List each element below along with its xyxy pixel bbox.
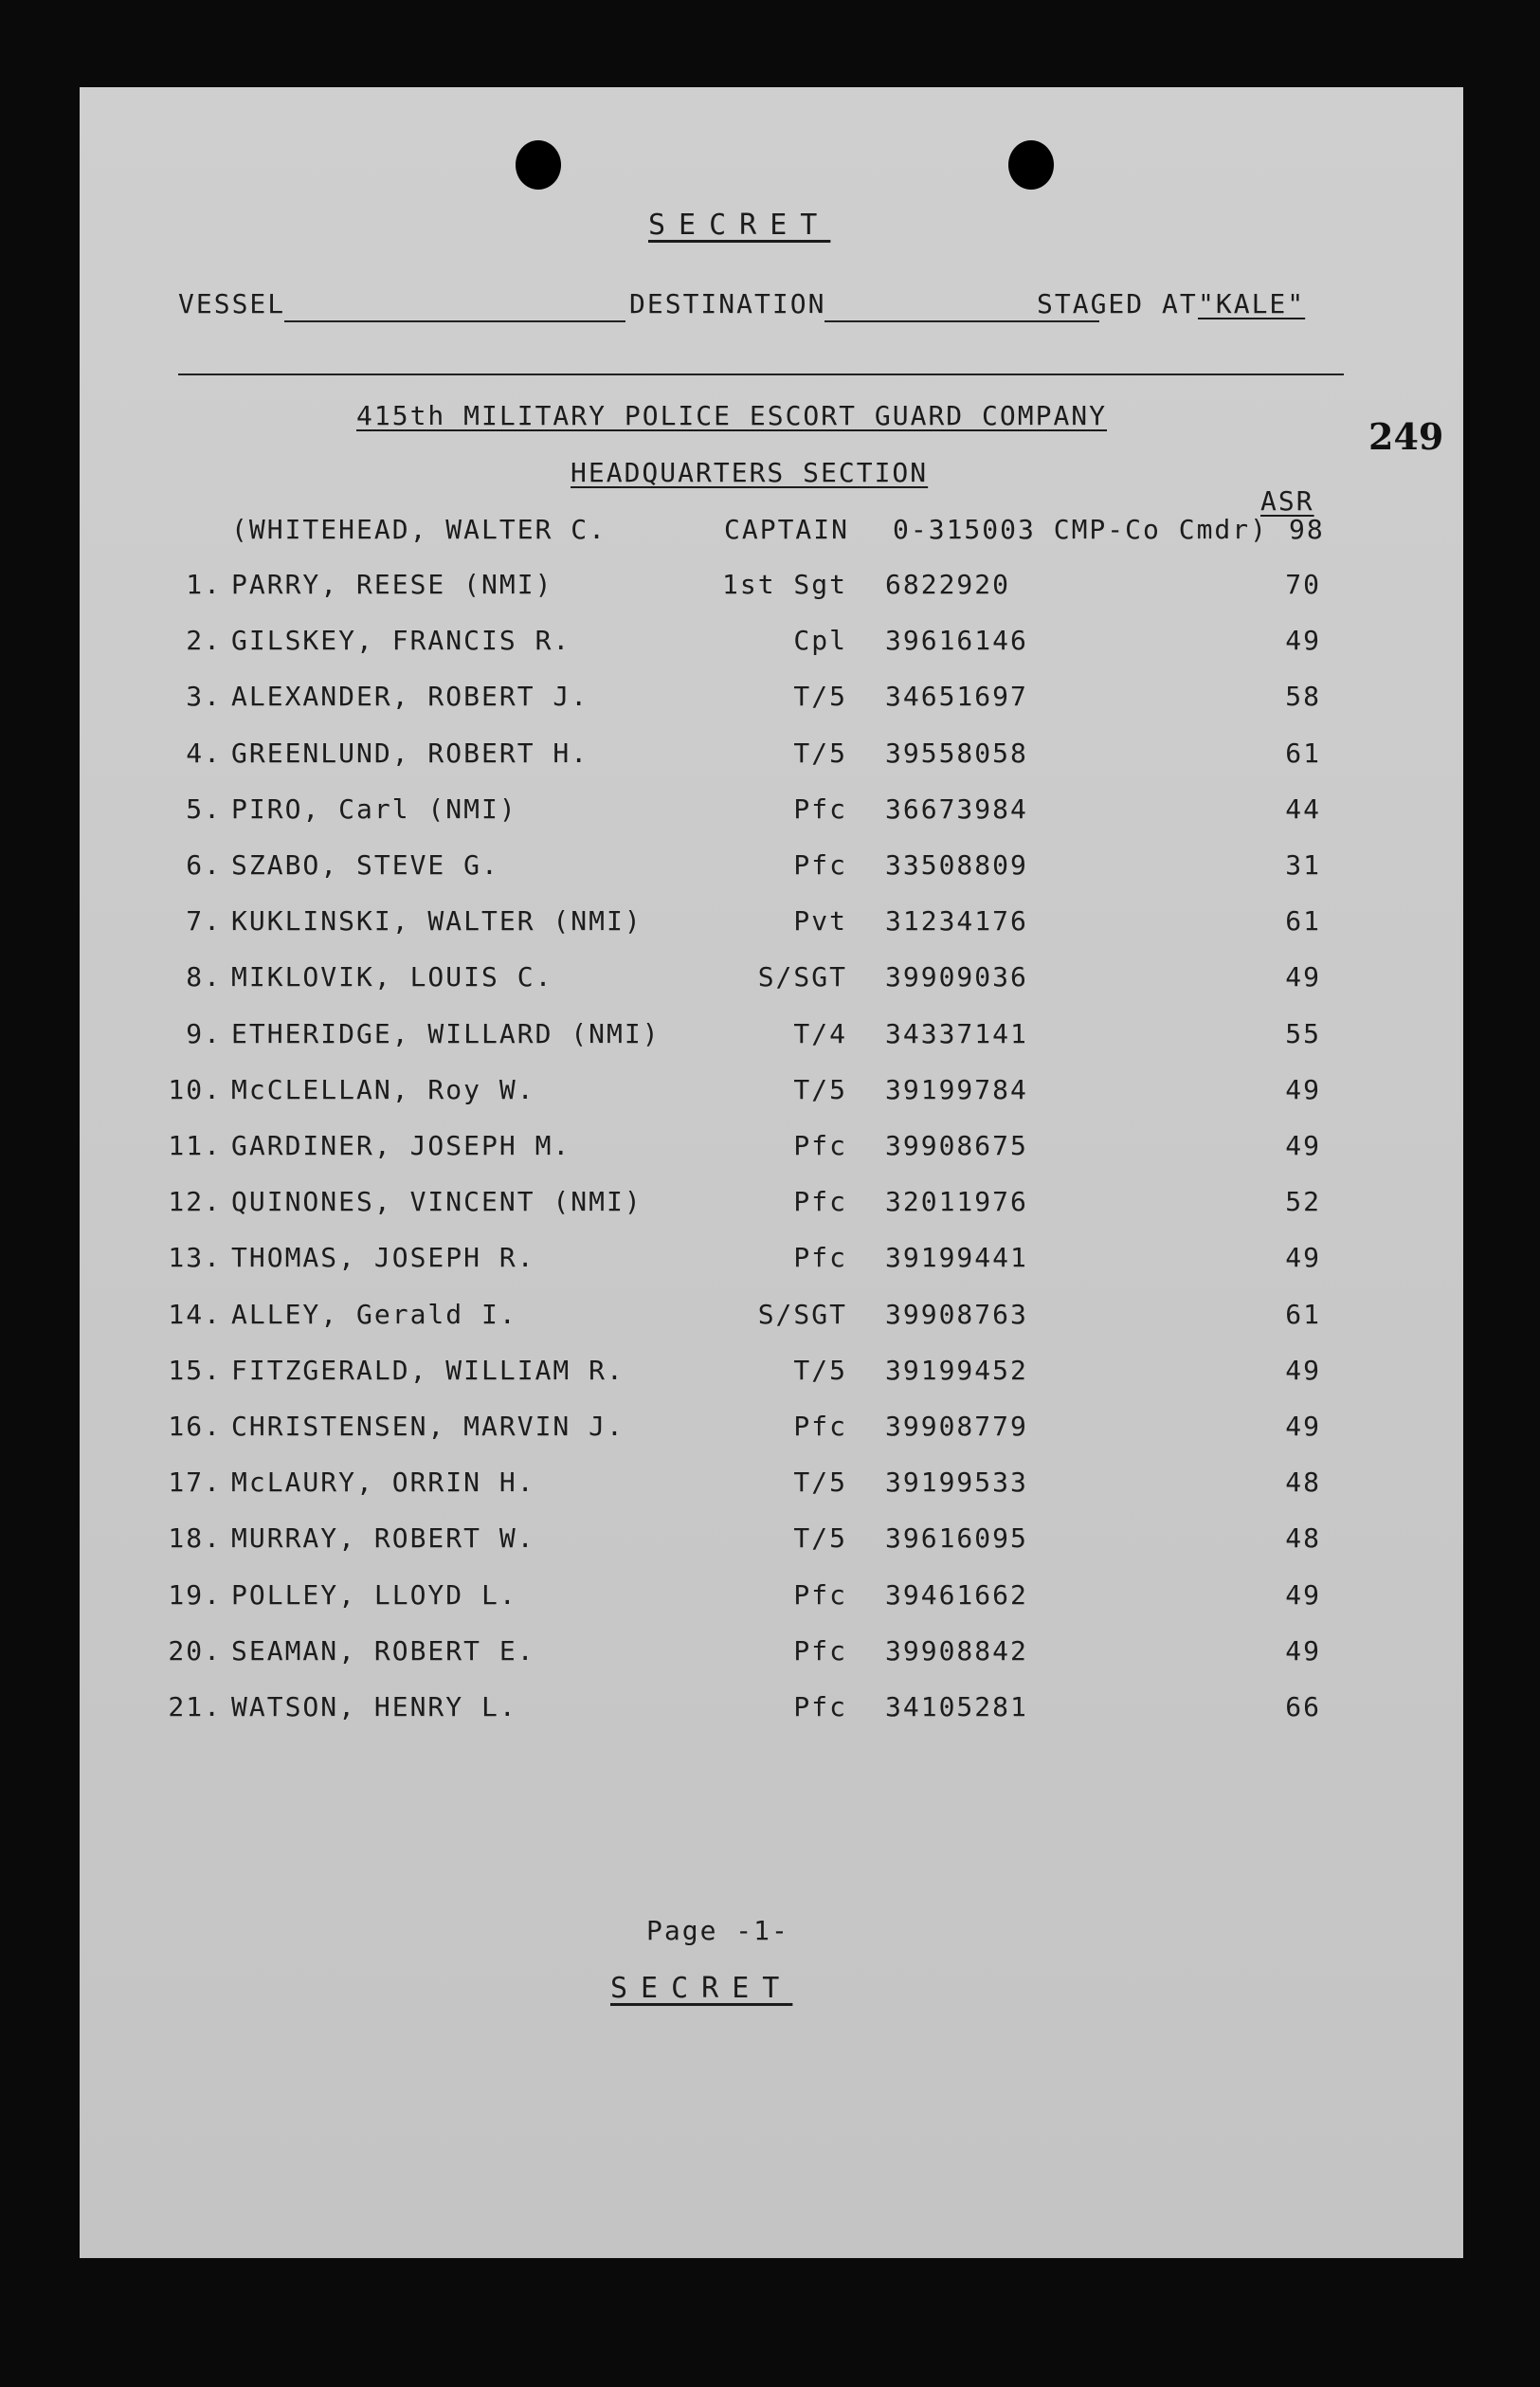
table-row bbox=[80, 1467, 1463, 1504]
table-row bbox=[80, 1299, 1463, 1337]
row-number: 17. bbox=[168, 1467, 222, 1498]
row-asr: 70 bbox=[1285, 569, 1321, 600]
row-asr: 55 bbox=[1285, 1018, 1321, 1049]
row-number: 16. bbox=[168, 1411, 222, 1442]
row-serial: 39199784 bbox=[885, 1074, 1028, 1105]
row-name: GREENLUND, ROBERT H. bbox=[231, 738, 589, 769]
destination-label: DESTINATION bbox=[629, 288, 826, 319]
row-serial: 32011976 bbox=[885, 1186, 1028, 1217]
commander-serial: 0-315003 CMP-Co Cmdr) bbox=[893, 514, 1269, 545]
row-number: 4. bbox=[186, 738, 222, 769]
row-name: GARDINER, JOSEPH M. bbox=[231, 1130, 571, 1161]
commander-rank: CAPTAIN bbox=[724, 514, 850, 545]
table-row bbox=[80, 569, 1463, 607]
staged-label: STAGED AT bbox=[1037, 288, 1198, 319]
commander-name: (WHITEHEAD, WALTER C. bbox=[231, 514, 607, 545]
row-rank: T/5 bbox=[793, 738, 847, 769]
row-name: McCLELLAN, Roy W. bbox=[231, 1074, 535, 1105]
table-row bbox=[80, 1579, 1463, 1617]
asr-header: ASR bbox=[1260, 485, 1314, 517]
row-name: SEAMAN, ROBERT E. bbox=[231, 1635, 535, 1667]
table-row bbox=[80, 1635, 1463, 1673]
row-number: 19. bbox=[168, 1579, 222, 1611]
row-asr: 49 bbox=[1285, 1411, 1321, 1442]
row-number: 21. bbox=[168, 1691, 222, 1722]
row-serial: 6822920 bbox=[885, 569, 1011, 600]
table-row bbox=[80, 905, 1463, 943]
row-name: GILSKEY, FRANCIS R. bbox=[231, 625, 571, 656]
row-serial: 31234176 bbox=[885, 905, 1028, 937]
row-asr: 61 bbox=[1285, 738, 1321, 769]
row-number: 3. bbox=[186, 681, 222, 712]
row-rank: Pfc bbox=[793, 1130, 847, 1161]
row-number: 8. bbox=[186, 961, 222, 993]
row-name: SZABO, STEVE G. bbox=[231, 849, 499, 881]
row-number: 18. bbox=[168, 1522, 222, 1554]
staged-value: "KALE" bbox=[1198, 288, 1306, 319]
row-serial: 33508809 bbox=[885, 849, 1028, 881]
row-asr: 49 bbox=[1285, 1130, 1321, 1161]
table-row bbox=[80, 1691, 1463, 1729]
row-serial: 39909036 bbox=[885, 961, 1028, 993]
row-rank: Pfc bbox=[793, 793, 847, 825]
row-number: 2. bbox=[186, 625, 222, 656]
row-rank: Pfc bbox=[793, 1635, 847, 1667]
row-name: PIRO, Carl (NMI) bbox=[231, 793, 517, 825]
row-name: FITZGERALD, WILLIAM R. bbox=[231, 1355, 625, 1386]
table-row bbox=[80, 1074, 1463, 1112]
row-asr: 49 bbox=[1285, 625, 1321, 656]
row-asr: 66 bbox=[1285, 1691, 1321, 1722]
row-serial: 39461662 bbox=[885, 1579, 1028, 1611]
row-rank: Pfc bbox=[793, 849, 847, 881]
row-name: MURRAY, ROBERT W. bbox=[231, 1522, 535, 1554]
row-asr: 44 bbox=[1285, 793, 1321, 825]
row-rank: S/SGT bbox=[757, 1299, 847, 1330]
punch-hole-right bbox=[1008, 140, 1054, 190]
row-serial: 39199452 bbox=[885, 1355, 1028, 1386]
row-name: MIKLOVIK, LOUIS C. bbox=[231, 961, 553, 993]
row-name: PARRY, REESE (NMI) bbox=[231, 569, 553, 600]
row-serial: 39908779 bbox=[885, 1411, 1028, 1442]
row-serial: 39558058 bbox=[885, 738, 1028, 769]
table-row bbox=[80, 1242, 1463, 1280]
row-number: 20. bbox=[168, 1635, 222, 1667]
row-rank: 1st Sgt bbox=[721, 569, 847, 600]
document-page bbox=[80, 87, 1463, 2258]
row-serial: 39908763 bbox=[885, 1299, 1028, 1330]
row-asr: 49 bbox=[1285, 1355, 1321, 1386]
row-rank: Pfc bbox=[793, 1411, 847, 1442]
row-asr: 49 bbox=[1285, 1635, 1321, 1667]
row-serial: 39199533 bbox=[885, 1467, 1028, 1498]
table-row bbox=[80, 1186, 1463, 1224]
table-row bbox=[80, 793, 1463, 831]
row-serial: 34651697 bbox=[885, 681, 1028, 712]
row-rank: S/SGT bbox=[757, 961, 847, 993]
row-rank: Pfc bbox=[793, 1579, 847, 1611]
row-number: 13. bbox=[168, 1242, 222, 1273]
row-rank: T/5 bbox=[793, 1467, 847, 1498]
header-rule bbox=[178, 374, 1344, 375]
row-asr: 58 bbox=[1285, 681, 1321, 712]
table-row bbox=[80, 1522, 1463, 1560]
row-number: 12. bbox=[168, 1186, 222, 1217]
row-asr: 49 bbox=[1285, 1242, 1321, 1273]
row-number: 11. bbox=[168, 1130, 222, 1161]
row-name: KUKLINSKI, WALTER (NMI) bbox=[231, 905, 643, 937]
table-row bbox=[80, 849, 1463, 887]
row-asr: 49 bbox=[1285, 1579, 1321, 1611]
commander-asr: 98 bbox=[1289, 514, 1325, 545]
row-asr: 31 bbox=[1285, 849, 1321, 881]
row-serial: 39908842 bbox=[885, 1635, 1028, 1667]
row-number: 1. bbox=[186, 569, 222, 600]
row-serial: 39616095 bbox=[885, 1522, 1028, 1554]
row-name: ETHERIDGE, WILLARD (NMI) bbox=[231, 1018, 661, 1049]
row-serial: 36673984 bbox=[885, 793, 1028, 825]
row-rank: Pfc bbox=[793, 1242, 847, 1273]
row-asr: 48 bbox=[1285, 1467, 1321, 1498]
row-name: McLAURY, ORRIN H. bbox=[231, 1467, 535, 1498]
punch-hole-left bbox=[516, 140, 561, 190]
table-row bbox=[80, 738, 1463, 775]
table-row bbox=[80, 625, 1463, 663]
row-number: 15. bbox=[168, 1355, 222, 1386]
row-number: 7. bbox=[186, 905, 222, 937]
row-rank: T/5 bbox=[793, 681, 847, 712]
table-row bbox=[80, 1411, 1463, 1449]
row-rank: T/5 bbox=[793, 1074, 847, 1105]
row-serial: 34105281 bbox=[885, 1691, 1028, 1722]
row-name: ALEXANDER, ROBERT J. bbox=[231, 681, 589, 712]
row-asr: 61 bbox=[1285, 1299, 1321, 1330]
row-rank: Pfc bbox=[793, 1691, 847, 1722]
destination-blank bbox=[824, 320, 1099, 322]
row-asr: 61 bbox=[1285, 905, 1321, 937]
unit-title: 415th MILITARY POLICE ESCORT GUARD COMPANY bbox=[356, 400, 1108, 431]
row-number: 5. bbox=[186, 793, 222, 825]
page-annotation: 249 bbox=[1368, 415, 1444, 458]
commander-row bbox=[80, 514, 1463, 552]
row-name: POLLEY, LLOYD L. bbox=[231, 1579, 517, 1611]
table-row bbox=[80, 961, 1463, 999]
row-number: 9. bbox=[186, 1018, 222, 1049]
row-asr: 48 bbox=[1285, 1522, 1321, 1554]
row-rank: T/5 bbox=[793, 1355, 847, 1386]
row-name: QUINONES, VINCENT (NMI) bbox=[231, 1186, 643, 1217]
row-number: 6. bbox=[186, 849, 222, 881]
table-row bbox=[80, 1355, 1463, 1393]
row-name: THOMAS, JOSEPH R. bbox=[231, 1242, 535, 1273]
classification-footer: SECRET bbox=[610, 1972, 793, 2005]
table-row bbox=[80, 1018, 1463, 1056]
row-rank: Cpl bbox=[793, 625, 847, 656]
table-row bbox=[80, 681, 1463, 719]
row-asr: 52 bbox=[1285, 1186, 1321, 1217]
row-rank: T/5 bbox=[793, 1522, 847, 1554]
section-title: HEADQUARTERS SECTION bbox=[571, 457, 929, 488]
row-serial: 34337141 bbox=[885, 1018, 1028, 1049]
row-name: ALLEY, Gerald I. bbox=[231, 1299, 517, 1330]
row-name: CHRISTENSEN, MARVIN J. bbox=[231, 1411, 625, 1442]
page-number: Page -1- bbox=[646, 1915, 789, 1946]
row-asr: 49 bbox=[1285, 961, 1321, 993]
row-rank: Pvt bbox=[793, 905, 847, 937]
vessel-label: VESSEL bbox=[178, 288, 286, 319]
table-row bbox=[80, 1130, 1463, 1168]
row-serial: 39199441 bbox=[885, 1242, 1028, 1273]
classification-header: SECRET bbox=[648, 209, 831, 242]
row-serial: 39616146 bbox=[885, 625, 1028, 656]
row-name: WATSON, HENRY L. bbox=[231, 1691, 517, 1722]
vessel-blank bbox=[284, 320, 625, 322]
row-serial: 39908675 bbox=[885, 1130, 1028, 1161]
row-rank: T/4 bbox=[793, 1018, 847, 1049]
row-rank: Pfc bbox=[793, 1186, 847, 1217]
row-number: 14. bbox=[168, 1299, 222, 1330]
row-asr: 49 bbox=[1285, 1074, 1321, 1105]
row-number: 10. bbox=[168, 1074, 222, 1105]
